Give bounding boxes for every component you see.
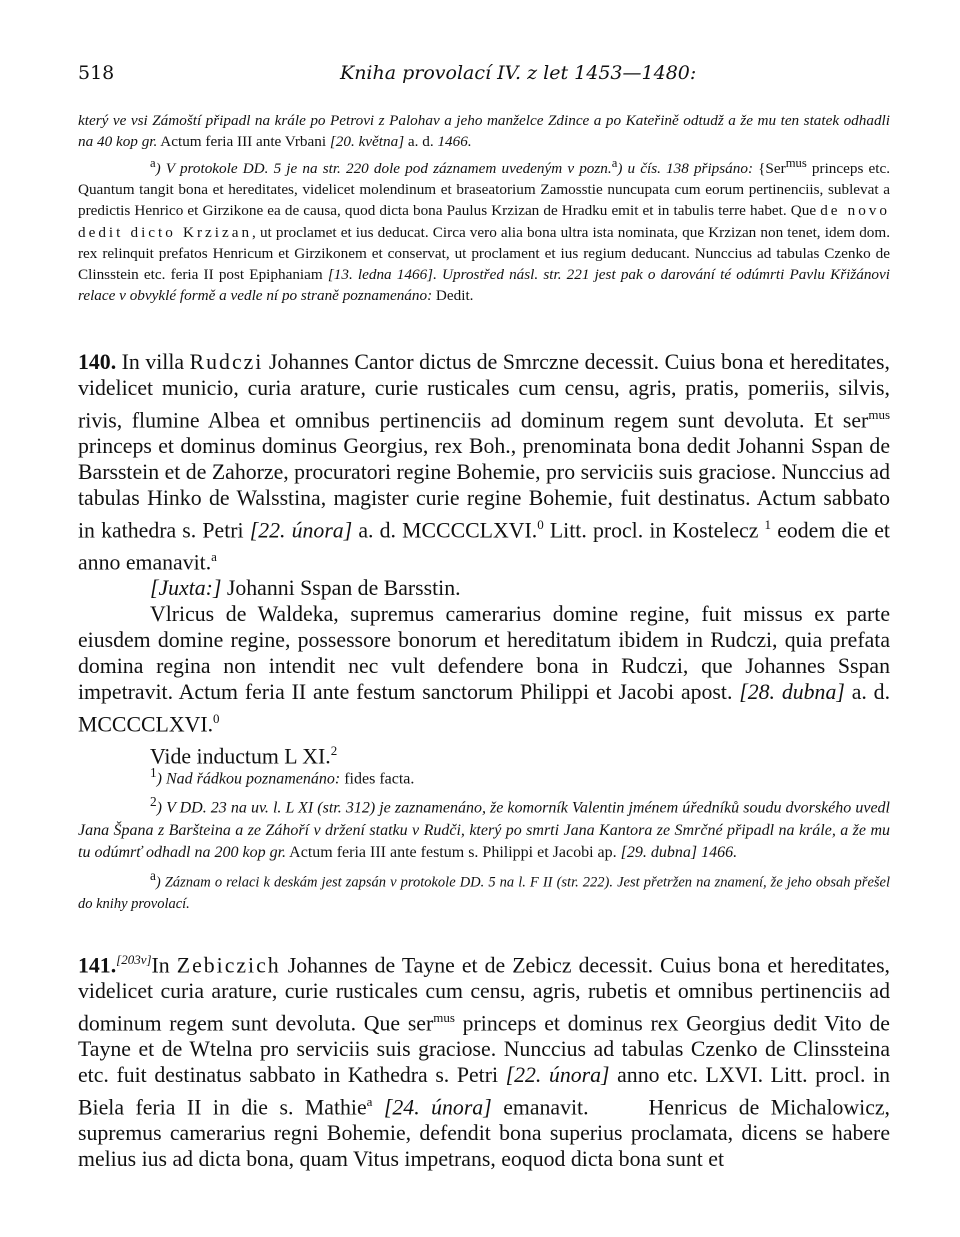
carryover-note: [78, 110, 890, 307]
footnotes-140: [78, 762, 890, 916]
footnote-marker: a: [366, 1094, 373, 1110]
note-text: Actum feria III ante Vrbani: [157, 133, 330, 151]
entry-141: [78, 947, 890, 1173]
entry-140: [78, 350, 890, 770]
note-text: princeps etc. Quantum tangit bona et hereditates, videlicet molendinum et braseatorium Zamosstie nuncupata cum eorum pertinenciis, sublevat a predictis Henrico et Girzikone ea de causa, quod dicta bona Paulus Krzizan de Hradku emit et in tabulis terre habet. Que: [78, 159, 891, 220]
footnote-marker: 1: [764, 516, 772, 532]
note-text: Dedit.: [432, 287, 474, 305]
footnote-marker: a: [611, 155, 618, 170]
note-text: který ve vsi Zámoští připadl na krále po Petrovi z Palohav a jeho manželce Zdince a po Kateřině odtudž a že mu ten statek odhadli na 40 kop gr.: [78, 112, 890, 151]
footnote-text: ) Nad řádkou poznamenáno:: [156, 770, 341, 788]
footnote-text: Actum feria III ante festum s. Philippi et Jacobi ap.: [286, 844, 621, 862]
superscript: 0: [213, 710, 220, 726]
superscript: mus: [868, 406, 890, 422]
note-text: {Ser: [753, 159, 786, 177]
footnote-marker: 2: [330, 742, 338, 758]
superscript: mus: [785, 155, 807, 170]
superscript: 0: [537, 516, 544, 532]
page-number: 518: [78, 62, 115, 84]
page-header: [78, 62, 890, 86]
entry-text: Henricus de Michalowicz, supremus camerarius regni Bohemie, defendit bona superius proclamata, dicens se habere melius ius ad dicta bona, quam Vitus impetrans, eoquod dicta bona sunt et: [78, 1095, 891, 1172]
entry-number: 140.: [78, 350, 117, 374]
entry-date: [28. dubna]: [739, 679, 845, 704]
note-text: a. d.: [404, 133, 438, 151]
footnote-date: [29. dubna] 1466.: [620, 844, 738, 862]
footnote-text: ) V DD. 23 na uv. l. L XI (str. 312) je zaznamenáno, že komorník Valentin jménem úředníků soudu dvorského uvedl Jana Špana z Baršteina a ze Záhoří v držení statku v Rudči, který po smrti Jana Kantora ze Smrčné připadl na krále, a že mu tu odúmrť odhadl na 200 kop gr.: [78, 799, 890, 862]
superscript: mus: [433, 1010, 455, 1026]
note-text: , ut proclamet et ius deducat. Circa vero alia bona ultra ista nominata, que Krzizan non tenet, idem dom. rex relinquit prefatos Henricum et Girzikonem et conservat, ut proclament et ius regium deducant. Nunccius ad tabulas Czenko de Clinsstein etc. feria II post Epiphaniam: [78, 223, 891, 284]
folio-marker: [203v]: [116, 952, 152, 967]
entry-text: a. d. MCCCCLXVI.: [78, 679, 891, 736]
entry-text: Vlricus de Waldeka, supremus camerarius domine regine, fuit missus ex parte eiusdem domine regine, possessore bonorum et hereditatum ibidem in Rudczi, quia prefata domina regina non intendit nec vult defendere bona in Rudczi, que Johannes Sspan impetravit. Actum feria II ante festum sanctorum Philippi et Jacobi apost.: [78, 601, 890, 704]
note-text: ) V protokole DD. 5 je na str. 220 dole pod záznamem uvedeným v pozn.: [155, 159, 612, 177]
footnote-marker: a: [211, 548, 217, 564]
note-date: [20. května]: [329, 133, 405, 151]
note-year: 1466.: [437, 133, 472, 151]
entry-text: princeps et dominus dominus Georgius, rex Boh., prenominata bona dedit Johanni Sspan de Barsstein et de Zahorze, procuratori regine Bohemie, pro serviciis suis graciose. Nunccius ad tabulas Hinko de Walsstina, magister curie regine Bohemie, fuit destinatus. Actum sabbato in kathedra s. Petri: [78, 433, 890, 542]
entry-text: emanavit.: [491, 1095, 589, 1120]
footnote-text: fides facta.: [340, 770, 415, 788]
footnote-text: ) Záznam o relaci k deskám jest zapsán v protokole DD. 5 na l. F II (str. 222). Jest přetržen na znamení, že jeho obsah přešel do knihy provolací.: [78, 873, 890, 913]
entry-text: anno etc. LXVI. Litt. procl. in Biela feria II in die s. Mathie: [78, 1063, 890, 1120]
juxta-label: [Juxta:]: [150, 576, 222, 601]
entry-text: In: [151, 953, 177, 978]
entry-text: Johannes de Tayne et de Zebicz decessit. Cuius bona et hereditates, videlicet curia arature, curie rusticales cum censu, agris, rubetis et omnibus pertinenciis ad dominum regem sunt devoluta. Que ser: [78, 953, 890, 1036]
place-name: Rudczi: [189, 350, 264, 374]
note-text: [13. ledna 1466]. Uprostřed násl. str. 221 jest pak o darování té odúmrti Pavlu Křižánovi relace v obvyklé formě a vedle ní po straně poznamenáno:: [78, 266, 890, 305]
footnote-marker: 1: [150, 765, 157, 780]
running-title: Kniha provolací IV. z let 1453—1480:: [340, 62, 697, 84]
footnote-marker: a: [150, 155, 156, 170]
footnote-marker: a: [150, 867, 156, 883]
entry-date: [24. února]: [372, 1095, 492, 1120]
entry-text: eodem die et anno emanavit.: [78, 517, 890, 575]
entry-text: Vide inductum L XI.: [150, 744, 331, 769]
entry-date: [22. února]: [249, 517, 353, 542]
entry-text: Johannes Cantor dictus de Smrczne decessit. Cuius bona et hereditates, videlicet municio, curia arature, curie rusticales cum censu, agris, pratis, pomeriis, silvis, rivis, flumine Albea et omnibus pertinenciis ad dominum regem sunt devoluta. Et ser: [78, 350, 890, 433]
entry-number: 141.: [78, 953, 117, 978]
entry-text: Litt. procl. in Kostelecz: [543, 517, 765, 542]
note-text: ) u čís. 138 připsáno:: [617, 159, 754, 177]
footnote-marker: 2: [150, 793, 157, 809]
entry-text: a. d. MCCCCLXVI.: [352, 517, 538, 542]
spaced-text: de novo dedit dicto Krzizan: [78, 202, 890, 241]
entry-text: Johanni Sspan de Barsstin.: [221, 576, 461, 601]
entry-date: [22. února]: [505, 1063, 610, 1088]
entry-text: princeps et dominus rex Georgius dedit Vito de Tayne et de Wtelna pro serviciis suis graciose. Nunccius ad tabulas Czenko de Clinssteina etc. fuit destinatus sabbato in Kathedra s. Petri: [78, 1011, 890, 1088]
entry-text: In villa: [116, 350, 190, 374]
place-name: Zebiczich: [176, 953, 281, 978]
